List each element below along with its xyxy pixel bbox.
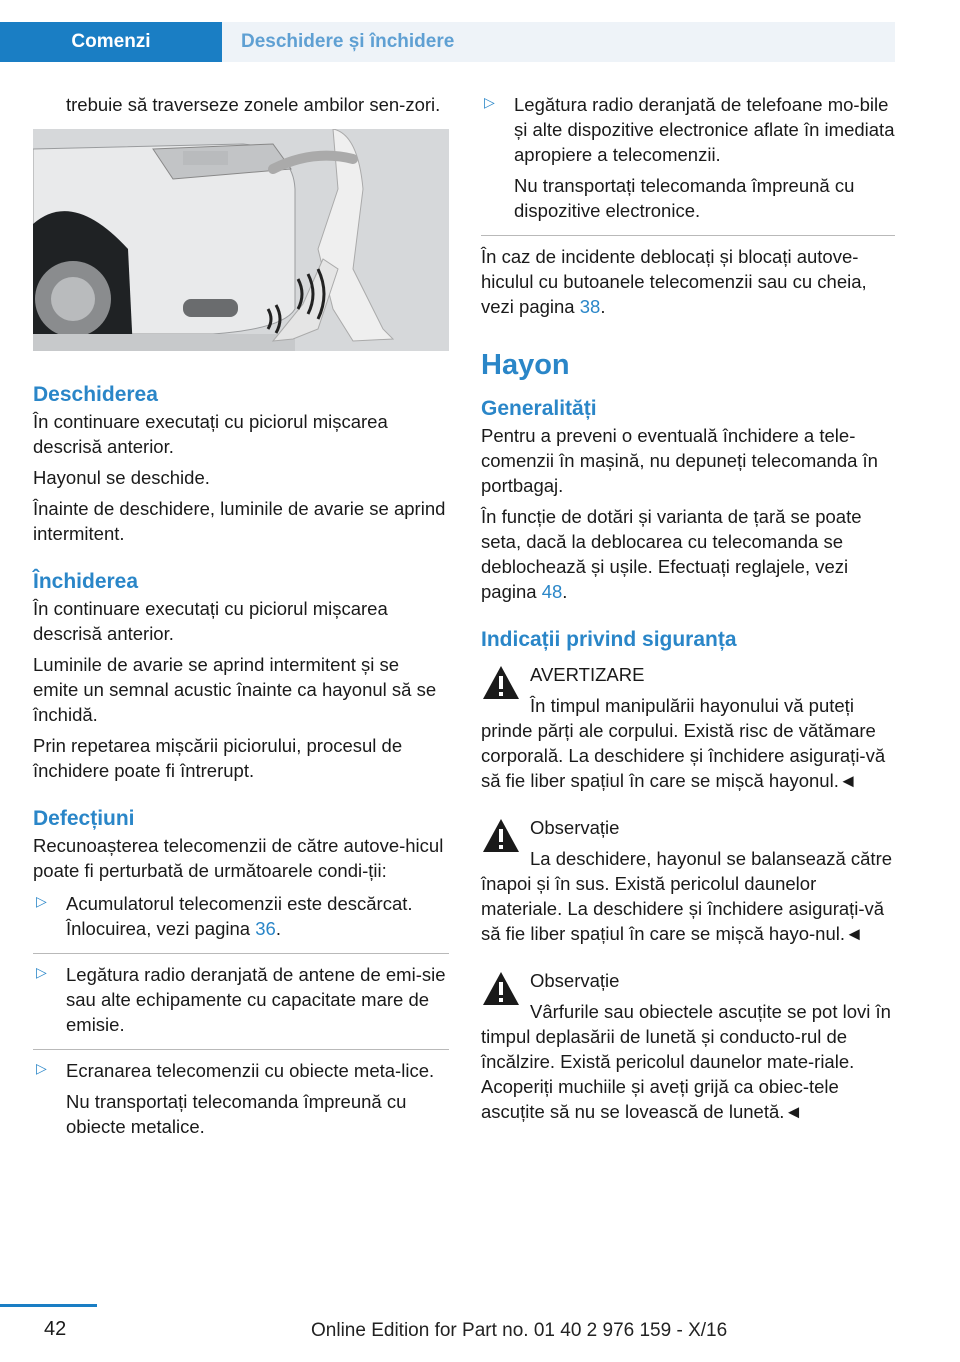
list-item bbox=[33, 1058, 449, 1151]
notice-label: Observație bbox=[530, 817, 620, 838]
bullet-subtext: Nu transportați telecomanda împreună cu dispozitive electronice. bbox=[514, 175, 855, 221]
bullet-text: Legătura radio deranjată de antene de emi-sie sau alte echipamente cu capacitate mare de emisie. bbox=[66, 964, 446, 1035]
siguranta-heading: Indicații privind siguranța bbox=[481, 628, 737, 651]
defectiuni-list bbox=[33, 891, 449, 1151]
triangle-bullet-icon: ▷ bbox=[36, 1060, 47, 1076]
inchiderea-p2: Luminile de avarie se aprind intermitent și se emite un semnal acustic înainte ca hayonul să se închidă. bbox=[33, 654, 437, 725]
triangle-bullet-icon: ▷ bbox=[484, 94, 495, 110]
generalitati-p2-after: . bbox=[562, 581, 568, 602]
triangle-bullet-icon: ▷ bbox=[36, 964, 47, 980]
notice-label: Observație bbox=[530, 970, 620, 991]
generalitati-p1: Pentru a preveni o eventuală închidere a tele-comenzii în mașină, nu depuneți telecomanda în portbagaj. bbox=[481, 425, 878, 496]
list-item bbox=[33, 962, 449, 1050]
bullet-text-after: . bbox=[275, 918, 281, 939]
notice-block bbox=[481, 815, 895, 946]
warning-label: AVERTIZARE bbox=[530, 664, 645, 685]
bullet-text: Acumulatorul telecomenzii este descărcat. Înlocuirea, vezi pagina bbox=[66, 893, 413, 939]
bullet-subtext: Nu transportați telecomanda împreună cu obiecte metalice. bbox=[66, 1091, 407, 1137]
deschiderea-p1: În continuare executați cu piciorul mișcarea descrisă anterior. bbox=[33, 411, 388, 457]
list-item bbox=[33, 891, 449, 954]
tab-deschidere-inchidere[interactable]: Deschidere și închidere bbox=[222, 22, 895, 62]
deschiderea-heading: Deschiderea bbox=[33, 383, 158, 406]
notice-block bbox=[481, 968, 895, 1124]
warning-text: În timpul manipulării hayonului vă puteți prinde părți ale corpului. Există risc de vătămare corporală. La deschidere și închidere asigurați-vă să fie liber spațiul în care se mișcă hayonul.◄ bbox=[481, 695, 886, 791]
hayon-illustration bbox=[33, 129, 449, 351]
left-column bbox=[33, 92, 449, 1159]
footer-rule bbox=[0, 1304, 97, 1307]
tab-comenzi[interactable]: Comenzi bbox=[0, 22, 222, 62]
generalitati-heading: Generalități bbox=[481, 397, 597, 420]
warning-triangle-icon bbox=[481, 817, 521, 855]
page-link[interactable]: 36 bbox=[255, 918, 276, 939]
inchiderea-p1: În continuare executați cu piciorul mișcarea descrisă anterior. bbox=[33, 598, 388, 644]
defectiuni-p1: Recunoașterea telecomenzii de către autove-hicul poate fi perturbată de următoarele condi-ții: bbox=[33, 835, 444, 881]
hayon-heading: Hayon bbox=[481, 349, 570, 381]
bullet-text: Ecranarea telecomenzii cu obiecte meta-lice. bbox=[66, 1060, 435, 1081]
warning-triangle-icon bbox=[481, 970, 521, 1008]
notice-text: Vârfurile sau obiectele ascuțite se pot lovi în timpul deplasării de lunetă și conducto-rul de încălzire. Există pericolul daunelor mate-riale. Acoperiți muchiile și aveți grijă ca obiec-tele ascuțite să nu se lovească de lunetă.◄ bbox=[481, 1001, 891, 1122]
generalitati-p2-body: În funcție de dotări și varianta de țară se poate seta, dacă la deblocarea cu telecomanda se deblochează și ușile. Efectuați reglajele, vezi pagina bbox=[481, 506, 862, 602]
defectiuni-heading: Defecțiuni bbox=[33, 807, 135, 830]
bullet-text: Legătura radio deranjată de telefoane mo-bile și alte dispozitive electronice aflate în imediata apropiere a telecomenzii. bbox=[514, 94, 895, 165]
triangle-bullet-icon: ▷ bbox=[36, 893, 47, 909]
generalitati-p2 bbox=[481, 504, 895, 604]
page-link[interactable]: 48 bbox=[541, 581, 563, 602]
page-link[interactable]: 38 bbox=[579, 296, 601, 317]
incident-text-after: . bbox=[600, 296, 606, 317]
deschiderea-p3: Înainte de deschidere, luminile de avarie se aprind intermitent. bbox=[33, 498, 446, 544]
inchiderea-p3: Prin repetarea mișcării piciorului, procesul de închidere poate fi întrerupt. bbox=[33, 735, 403, 781]
inchiderea-heading: Închiderea bbox=[33, 570, 139, 593]
list-item bbox=[481, 92, 895, 236]
notice-text: La deschidere, hayonul se balansează către înapoi și în sus. Există pericolul daunelor materiale. La deschidere și închidere asigurați-vă să fie liber spațiul în care se mișcă hayo-nul.◄ bbox=[481, 848, 893, 944]
defectiuni-list-cont bbox=[481, 92, 895, 236]
deschiderea-p2: Hayonul se deschide. bbox=[33, 467, 210, 488]
warning-block bbox=[481, 662, 895, 793]
right-column bbox=[481, 92, 895, 1130]
page-number: 42 bbox=[44, 1318, 67, 1340]
edition-text: Online Edition for Part no. 01 40 2 976 159 - X/16 bbox=[311, 1320, 728, 1341]
warning-triangle-icon bbox=[481, 664, 521, 702]
incident-text bbox=[481, 244, 895, 319]
intro-text: trebuie să traverseze zonele ambilor sen-zori. bbox=[66, 94, 441, 115]
incident-text-body: În caz de incidente deblocați și blocați autove-hiculul cu butoanele telecomenzii sau cu cheia, vezi pagina bbox=[481, 246, 867, 317]
header-bar bbox=[0, 22, 895, 62]
